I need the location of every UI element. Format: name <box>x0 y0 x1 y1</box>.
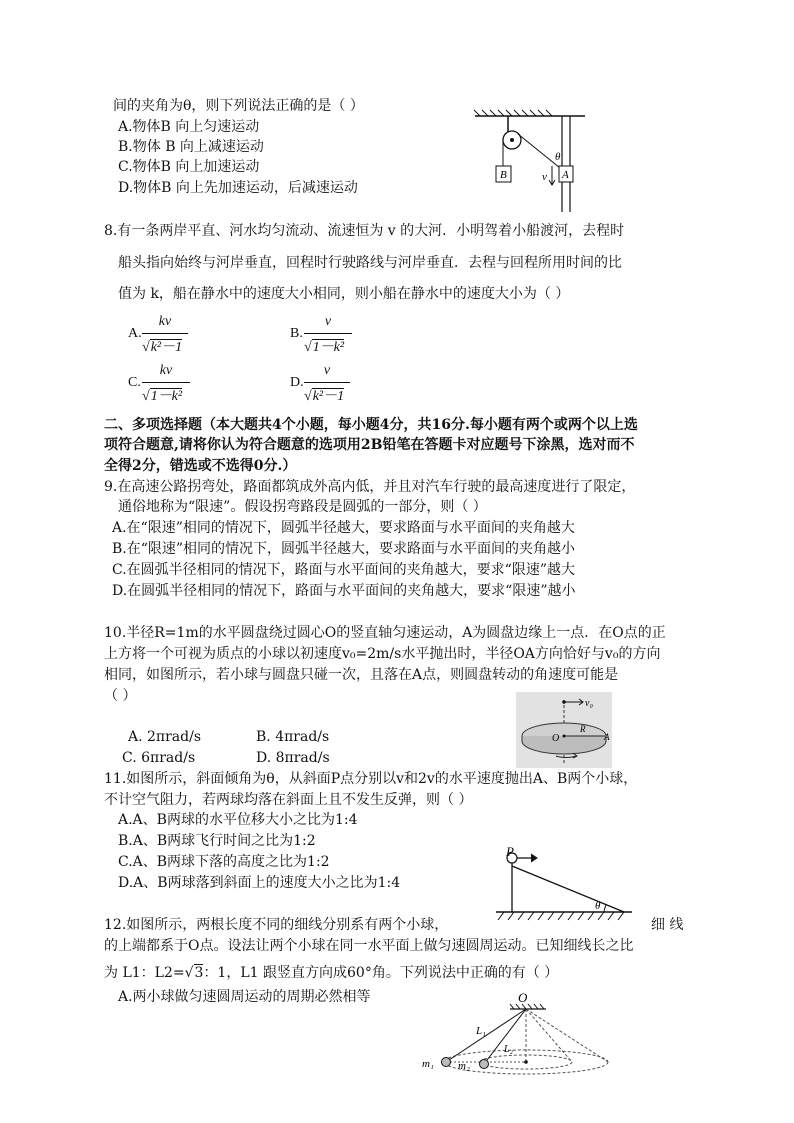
q8-option-b <box>290 314 370 356</box>
q8-option-c-label: C. <box>128 375 141 390</box>
q7-option-c: C.物体B 向上加速运动 <box>118 159 260 175</box>
q11-option-b: B.A、B两球飞行时间之比为1:2 <box>118 833 316 849</box>
q12-pendulum-figure <box>418 992 628 1078</box>
q8-option-b-numerator: v <box>324 314 332 329</box>
q7-pulley-figure <box>470 108 590 212</box>
q12-line-1-tail: 细 线 <box>651 917 684 933</box>
q10-label-v0: v₀ <box>585 698 593 709</box>
q9-option-a: A.在“限速”相同的情况下，圆弧半径越大，要求路面与水平面间的夹角越大 <box>112 520 575 536</box>
q12-label-l2: L₂ <box>504 1044 514 1055</box>
q7-option-d: D.物体B 向上先加速运动，后减速运动 <box>118 180 358 196</box>
q9-option-b: B.在“限速”相同的情况下，圆弧半径越大，要求路面与水平面间的夹角越小 <box>112 541 576 557</box>
q10-disc-figure <box>516 692 612 768</box>
q8-option-b-label: B. <box>290 326 303 341</box>
q10-label-a: A <box>604 732 610 742</box>
q8-option-c-denominator: √1－k² <box>142 389 183 404</box>
q11-option-a: A.A、B两球的水平位移大小之比为1:4 <box>118 812 358 828</box>
q7-label-theta: θ <box>555 151 561 163</box>
q8-option-a-bar <box>142 333 188 334</box>
section2-header-line-3: 全得2分，错选或不选得0分.） <box>104 458 297 474</box>
q11-label-theta: θ <box>595 900 601 912</box>
q9-line-1: 9.在高速公路拐弯处，路面都筑成外高内低，并且对汽车行驶的最高速度进行了限定， <box>104 479 636 495</box>
q9-option-c: C.在圆弧半径相同的情况下，路面与水平面间的夹角越大，要求“限速”越大 <box>112 562 575 578</box>
q12-label-l1: L₁ <box>476 1025 486 1037</box>
q8-option-d-denominator: √k²－1 <box>304 389 345 404</box>
q8-option-d-bar <box>304 382 350 383</box>
q8-option-a-numerator: kv <box>158 314 172 329</box>
q11-label-p: P <box>506 846 514 859</box>
q8-line-2: 船头指向始终与河岸垂直，回程时行驶路线与河岸垂直．去程与回程所用时间的比 <box>118 255 622 271</box>
q12-line-3-start: 为 L1：L2= <box>104 965 185 981</box>
q7-label-b: B <box>500 169 507 181</box>
section2-header-line-2: 项符合题意,请将你认为符合题意的选项用2B铅笔在答题卡对应题号下涂黑，选对而不 <box>104 437 635 453</box>
q8-option-c-numerator: kv <box>159 363 173 378</box>
q10-option-d: D. 8πrad/s <box>256 750 330 766</box>
q10-label-o: O <box>552 733 560 744</box>
q7-stem-tail: 间的夹角为θ，则下列说法正确的是（ ） <box>113 98 364 114</box>
q12-line-1: 12.如图所示，两根长度不同的细线分别系有两个小球， <box>104 917 449 933</box>
q8-option-c <box>128 363 208 405</box>
q12-label-o: O <box>518 992 528 1005</box>
q11-option-d: D.A、B两球落到斜面上的速度大小之比为1:4 <box>118 875 401 891</box>
q12-line-3-end: ：1，L1 跟竖直方向成60°角。下列说法中正确的有（ ） <box>203 965 559 981</box>
q7-option-b: B.物体 B 向上减速运动 <box>118 139 264 155</box>
q8-option-a-denominator: √k²－1 <box>142 340 183 355</box>
q8-option-d-label: D. <box>290 375 304 390</box>
q10-line-2: 上方将一个可视为质点的小球以初速度v₀=2m/s水平抛出时，半径OA方向恰好与v₀的方向 <box>104 646 661 662</box>
q8-option-c-bar <box>142 382 190 383</box>
q9-line-2: 通俗地称为“限速”。假设拐弯路段是圆弧的一部分，则（ ） <box>118 499 487 515</box>
q9-option-d: D.在圆弧半径相同的情况下，路面与水平面间的夹角越大，要求“限速”越小 <box>112 583 576 599</box>
q12-label-m1: m₁ <box>422 1058 434 1070</box>
q12-sqrt-value: 3 <box>194 965 204 981</box>
q12-label-m2: m₂ <box>458 1060 470 1072</box>
section2-header-line-1: 二、多项选择题（本大题共4个小题，每小题4分，共16分.每小题有两个或两个以上选 <box>104 417 638 433</box>
q8-option-a <box>128 314 208 356</box>
q11-incline-figure <box>494 846 636 924</box>
q8-line-1: 8.有一条两岸平直、河水均匀流动、流速恒为 v 的大河．小明驾着小船渡河，去程时 <box>104 223 625 239</box>
q10-line-1: 10.半径R=1m的水平圆盘绕过圆心O的竖直轴匀速运动，A为圆盘边缘上一点．在O点的正 <box>104 625 666 641</box>
q12-line-3: 为 L1：L2=√3：1，L1 跟竖直方向成60°角。下列说法中正确的有（ ） <box>104 965 559 981</box>
q7-option-a: A.物体B 向上匀速运动 <box>118 119 260 135</box>
q8-option-b-bar <box>304 333 352 334</box>
q7-label-v: v <box>542 171 547 183</box>
q11-line-2: 不计空气阻力，若两球均落在斜面上且不发生反弹，则（ ） <box>104 792 473 808</box>
q8-line-3: 值为 k，船在静水中的速度大小相同，则小船在静水中的速度大小为（ ） <box>118 286 570 302</box>
q8-option-b-denominator: √1－k² <box>304 340 345 355</box>
q8-option-d <box>290 363 370 405</box>
q11-option-c: C.A、B两球下落的高度之比为1:2 <box>118 854 330 870</box>
q10-option-a: A. 2πrad/s <box>128 729 202 745</box>
q10-option-c: C. 6πrad/s <box>122 750 196 766</box>
q12-option-a: A.两小球做匀速圆周运动的周期必然相等 <box>118 989 371 1005</box>
q10-line-3: 相同，如图所示，若小球与圆盘只碰一次，且落在A点，则圆盘转动的角速度可能是 <box>104 667 619 683</box>
q7-label-a: A <box>562 169 569 181</box>
q8-option-d-numerator: v <box>323 363 331 378</box>
q10-label-r: R <box>580 724 586 734</box>
q11-line-1: 11.如图所示，斜面倾角为θ，从斜面P点分别以v和2v的水平速度抛出A、B两个小球， <box>104 771 638 787</box>
q10-line-4: （ ） <box>104 688 137 704</box>
q12-line-2: 的上端都系于O点。设法让两个小球在同一水平面上做匀速圆周运动。已知细线长之比 <box>104 938 634 954</box>
q10-option-b: B. 4πrad/s <box>256 729 330 745</box>
q8-option-a-label: A. <box>128 326 142 341</box>
